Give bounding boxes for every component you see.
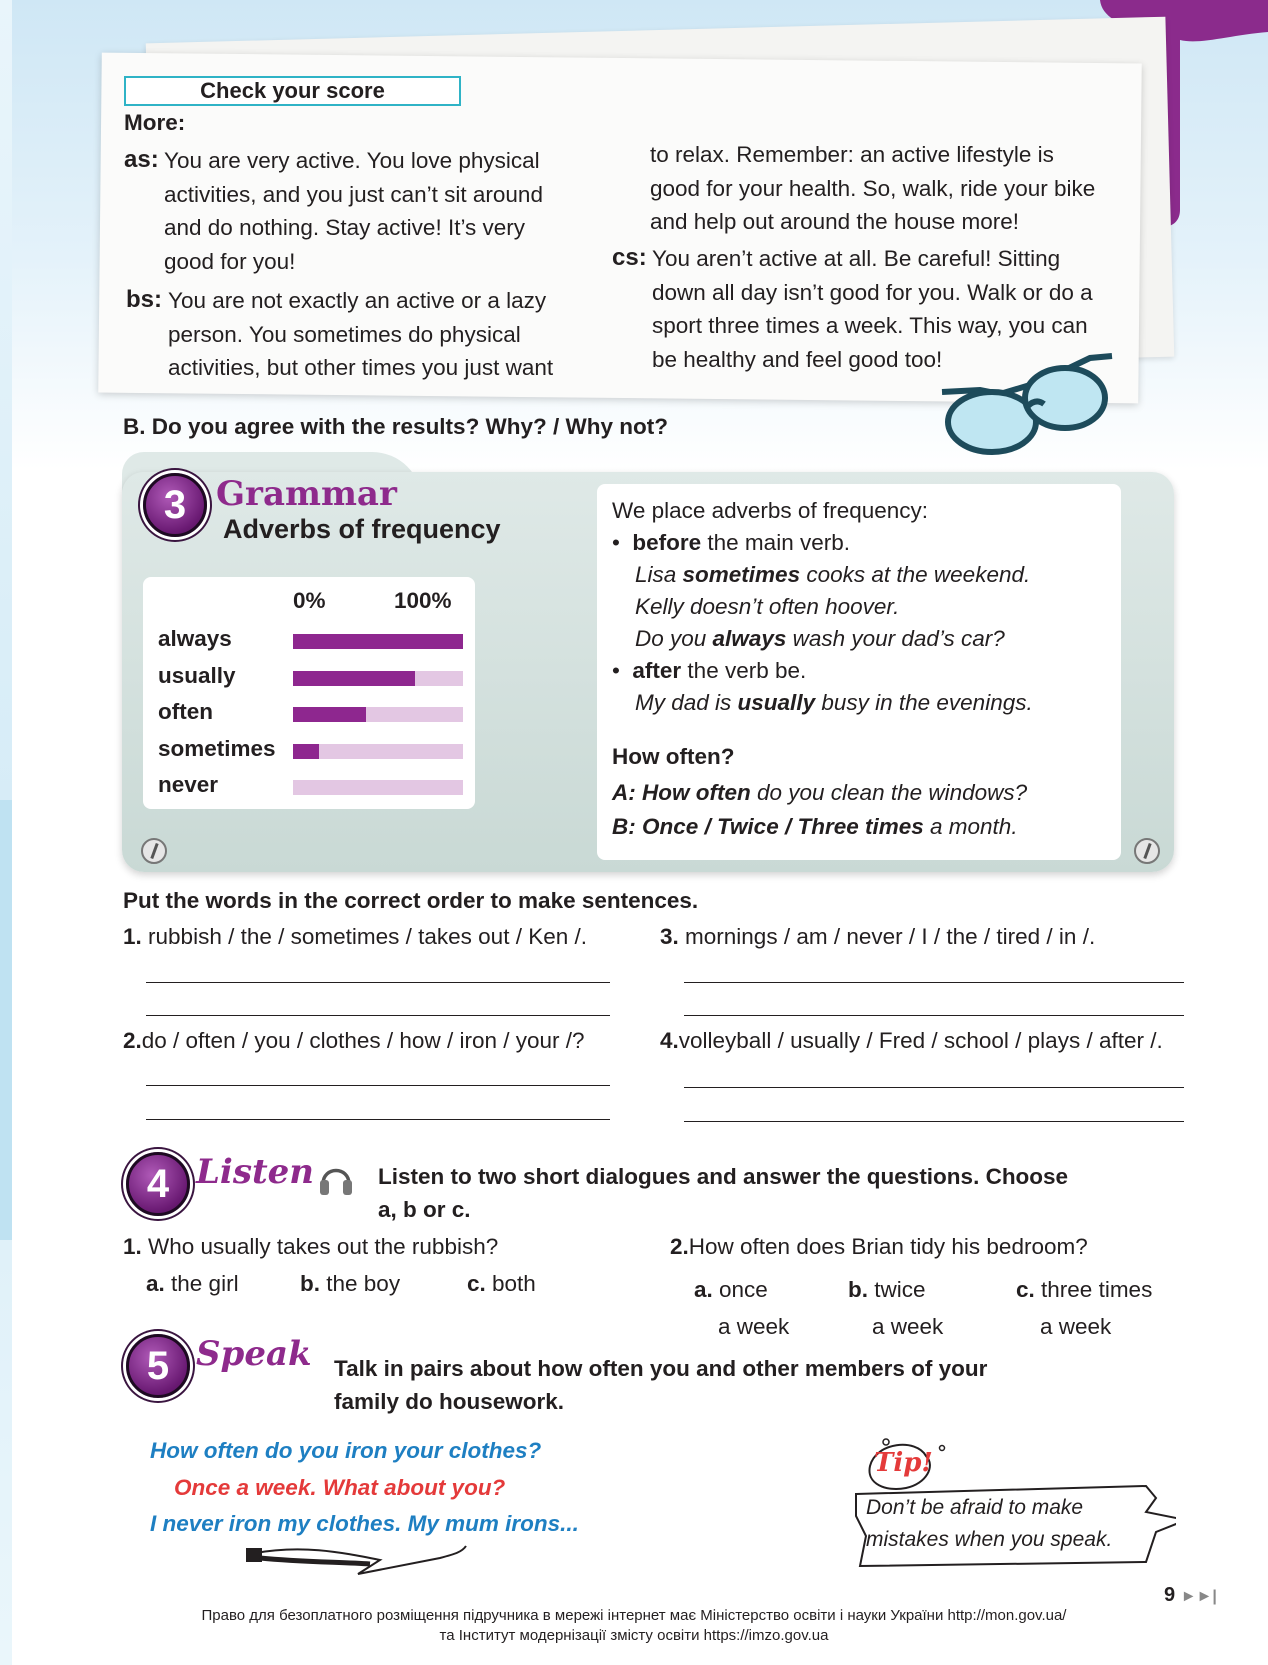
tip-badge: Tip!	[874, 1448, 933, 1478]
example-adverb: usually	[737, 690, 816, 715]
option-text: twice	[874, 1277, 926, 1302]
rule-example-2: Kelly doesn’t often hoover.	[635, 594, 900, 619]
question-b: B. Do you agree with the results? Why? / Why not?	[123, 414, 669, 439]
question-text: How often does Brian tidy his bedroom?	[688, 1234, 1088, 1259]
q2-option-c[interactable]	[1016, 1271, 1152, 1345]
answer-line[interactable]	[146, 1015, 610, 1016]
speak-instruction	[334, 1352, 1154, 1418]
bar-fill-always	[293, 634, 463, 649]
item-text: do / often / you / clothes / how / iron / your /?	[141, 1028, 585, 1053]
bullet-dot-icon: •	[612, 658, 633, 683]
listen-title: Listen	[196, 1152, 315, 1192]
option-letter: b.	[300, 1271, 320, 1296]
listen-question-2	[670, 1234, 1088, 1260]
option-text: both	[492, 1271, 536, 1296]
qa-b-rest: a month.	[923, 814, 1018, 839]
bar-track-never	[293, 780, 463, 795]
check-score-title: Check your score	[124, 76, 461, 106]
example-text: cooks at the weekend.	[800, 562, 1031, 587]
score-a-label: as:	[124, 146, 159, 173]
bar-label-usually: usually	[158, 662, 236, 688]
speech-tail-decoration	[240, 1540, 470, 1580]
score-b-continued	[650, 138, 1120, 239]
bar-track-sometimes	[293, 744, 463, 759]
answer-line[interactable]	[684, 982, 1184, 983]
scale-max-label: 100%	[394, 588, 452, 613]
option-letter: c.	[1016, 1277, 1035, 1302]
section-3-badge: 3	[143, 473, 207, 537]
question-text: Who usually takes out the rubbish?	[148, 1234, 499, 1259]
score-b-cont-line: to relax. Remember: an active lifestyle is	[650, 142, 1054, 167]
bar-fill-sometimes	[293, 744, 319, 759]
glasses-icon	[940, 352, 1120, 458]
score-c-line: You aren’t active at all. Be careful! Sitting	[652, 246, 1061, 271]
answer-line[interactable]	[684, 1087, 1184, 1088]
exercise-item-3	[660, 924, 1095, 950]
qa-b-bold: B: Once / Twice / Three times	[612, 814, 924, 839]
score-a-line: good for you!	[164, 248, 296, 274]
instruction-line: family do housework.	[334, 1389, 565, 1414]
qa-b	[612, 811, 1112, 843]
score-a-line: and do nothing. Stay active! It’s very	[164, 215, 526, 240]
dialogue-line-2: Once a week. What about you?	[174, 1475, 506, 1500]
rule-example-4	[612, 687, 1112, 719]
q1-option-c[interactable]	[467, 1271, 536, 1297]
score-b-cont-line: good for your health. So, walk, ride your bike	[650, 175, 1096, 201]
q2-option-a[interactable]	[694, 1271, 789, 1345]
example-adverb: sometimes	[682, 562, 801, 587]
answer-line[interactable]	[146, 1085, 610, 1086]
qa-a-rest: do you clean the windows?	[750, 780, 1028, 805]
dialogue-line-3: I never iron my clothes. My mum irons...	[150, 1511, 579, 1536]
page-number-value: 9	[1164, 1584, 1176, 1606]
answer-line[interactable]	[146, 1119, 610, 1120]
exercise-item-1	[123, 924, 587, 950]
item-number: 2.	[123, 1028, 142, 1053]
more-label: More:	[124, 110, 186, 135]
score-c-line: down all day isn’t good for you. Walk or do a	[652, 279, 1093, 305]
qa-a	[612, 777, 1112, 809]
option-letter: c.	[467, 1271, 486, 1296]
option-letter: a.	[146, 1271, 165, 1296]
next-page-icon: ►►|	[1180, 1588, 1217, 1605]
q1-option-a[interactable]	[146, 1271, 239, 1297]
bar-label-sometimes: sometimes	[158, 735, 276, 761]
score-c-line: sport three times a week. This way, you can	[652, 313, 1088, 338]
rule-before-rest: the main verb.	[701, 530, 850, 555]
footer-line-1: Право для безоплатного розміщення підручника в мережі інтернет має Міністерство освіти і науки України http://mon.gov.ua/	[201, 1607, 1067, 1624]
item-text: rubbish / the / sometimes / takes out / Ken /.	[148, 924, 587, 949]
instruction-line: a, b or c.	[378, 1197, 471, 1222]
exercise-item-2	[123, 1028, 585, 1054]
option-letter: b.	[848, 1277, 868, 1302]
bar-track-often	[293, 707, 463, 722]
exercise-instruction: Put the words in the correct order to make sentences.	[123, 888, 699, 913]
option-text: the girl	[171, 1271, 239, 1296]
footer-line-2: та Інститут модернізації змісту освіти https://imzo.gov.ua	[439, 1627, 829, 1644]
paperclip-icon	[141, 838, 167, 864]
listen-question-1	[123, 1234, 498, 1260]
example-text: wash your dad’s car?	[786, 626, 1005, 651]
tip-line: mistakes when you speak.	[866, 1528, 1113, 1551]
scale-min-label: 0%	[293, 588, 326, 613]
dialogue-line-1: How often do you iron your clothes?	[150, 1438, 542, 1463]
score-c-label: cs:	[612, 244, 647, 271]
bar-fill-usually	[293, 671, 415, 686]
item-text: volleyball / usually / Fred / school / plays / after /.	[678, 1028, 1163, 1053]
score-b-cont-line: and help out around the house more!	[650, 209, 1020, 234]
rule-after-rest: the verb be.	[681, 658, 807, 683]
grammar-rules	[612, 495, 1112, 843]
section-4-badge: 4	[126, 1152, 190, 1216]
speak-title: Speak	[196, 1334, 312, 1374]
example-text: Lisa	[635, 562, 683, 587]
example-text: My dad is	[635, 690, 738, 715]
tip-text	[866, 1492, 1112, 1556]
bar-track-always	[293, 634, 463, 649]
bar-label-often: often	[158, 699, 213, 724]
score-c-line: be healthy and feel good too!	[652, 346, 943, 372]
example-text: busy in the evenings.	[815, 690, 1033, 715]
score-b-text	[168, 284, 598, 385]
item-text: mornings / am / never / I / the / tired / in /.	[685, 924, 1096, 949]
listen-instruction	[378, 1160, 1178, 1226]
rule-after-bold: after	[632, 658, 682, 683]
answer-line[interactable]	[684, 1015, 1184, 1016]
bar-label-never: never	[158, 772, 219, 797]
question-number: 2.	[670, 1234, 689, 1259]
instruction-line: Listen to two short dialogues and answer the questions. Choose	[378, 1164, 1069, 1189]
how-often-heading: How often?	[612, 744, 735, 769]
grammar-subtitle: Adverbs of frequency	[223, 514, 501, 544]
qa-a-bold: A: How often	[612, 780, 751, 805]
score-b-label: bs:	[126, 286, 162, 313]
example-adverb: always	[712, 626, 787, 651]
instruction-line: Talk in pairs about how often you and other members of your	[334, 1356, 988, 1381]
q1-option-b[interactable]	[300, 1271, 400, 1297]
rule-example-1	[612, 559, 1112, 591]
exercise-item-4	[660, 1028, 1163, 1054]
rule-before-bold: before	[632, 530, 702, 555]
option-text: three times	[1041, 1277, 1153, 1302]
option-text: once	[719, 1277, 768, 1302]
item-number: 4.	[660, 1028, 679, 1053]
rule-before	[612, 527, 1112, 559]
q2-option-b[interactable]	[848, 1271, 943, 1345]
item-number: 1.	[123, 924, 142, 949]
example-text: Do you	[635, 626, 713, 651]
bar-label-always: always	[158, 626, 232, 651]
headphones-icon	[318, 1160, 354, 1198]
option-text: a week	[1040, 1314, 1112, 1339]
option-letter: a.	[694, 1277, 713, 1302]
answer-line[interactable]	[684, 1121, 1184, 1122]
option-text: a week	[872, 1314, 944, 1339]
paperclip-icon	[1134, 838, 1160, 864]
bullet-dot-icon: •	[612, 530, 633, 555]
score-a-line: activities, and you just can’t sit around	[164, 181, 543, 207]
rule-example-3	[612, 623, 1112, 655]
left-blue-band	[0, 800, 12, 1240]
option-text: a week	[718, 1314, 790, 1339]
score-b-line: You are not exactly an active or a lazy	[168, 288, 547, 313]
score-a-text	[164, 144, 584, 278]
answer-line[interactable]	[146, 982, 610, 983]
rule-after	[612, 655, 1112, 687]
question-number: 1.	[123, 1234, 142, 1259]
bar-fill-often	[293, 707, 366, 722]
bar-track-usually	[293, 671, 463, 686]
item-number: 3.	[660, 924, 679, 949]
option-text: the boy	[326, 1271, 401, 1296]
grammar-title: Grammar	[216, 474, 397, 514]
page-number	[1164, 1584, 1217, 1607]
section-5-badge: 5	[126, 1334, 190, 1398]
rules-intro: We place adverbs of frequency:	[612, 498, 929, 523]
tip-line: Don’t be afraid to make	[866, 1496, 1084, 1519]
score-b-line: person. You sometimes do physical	[168, 321, 521, 347]
score-b-line: activities, but other times you just want	[168, 355, 554, 380]
score-a-line: You are very active. You love physical	[164, 148, 540, 173]
